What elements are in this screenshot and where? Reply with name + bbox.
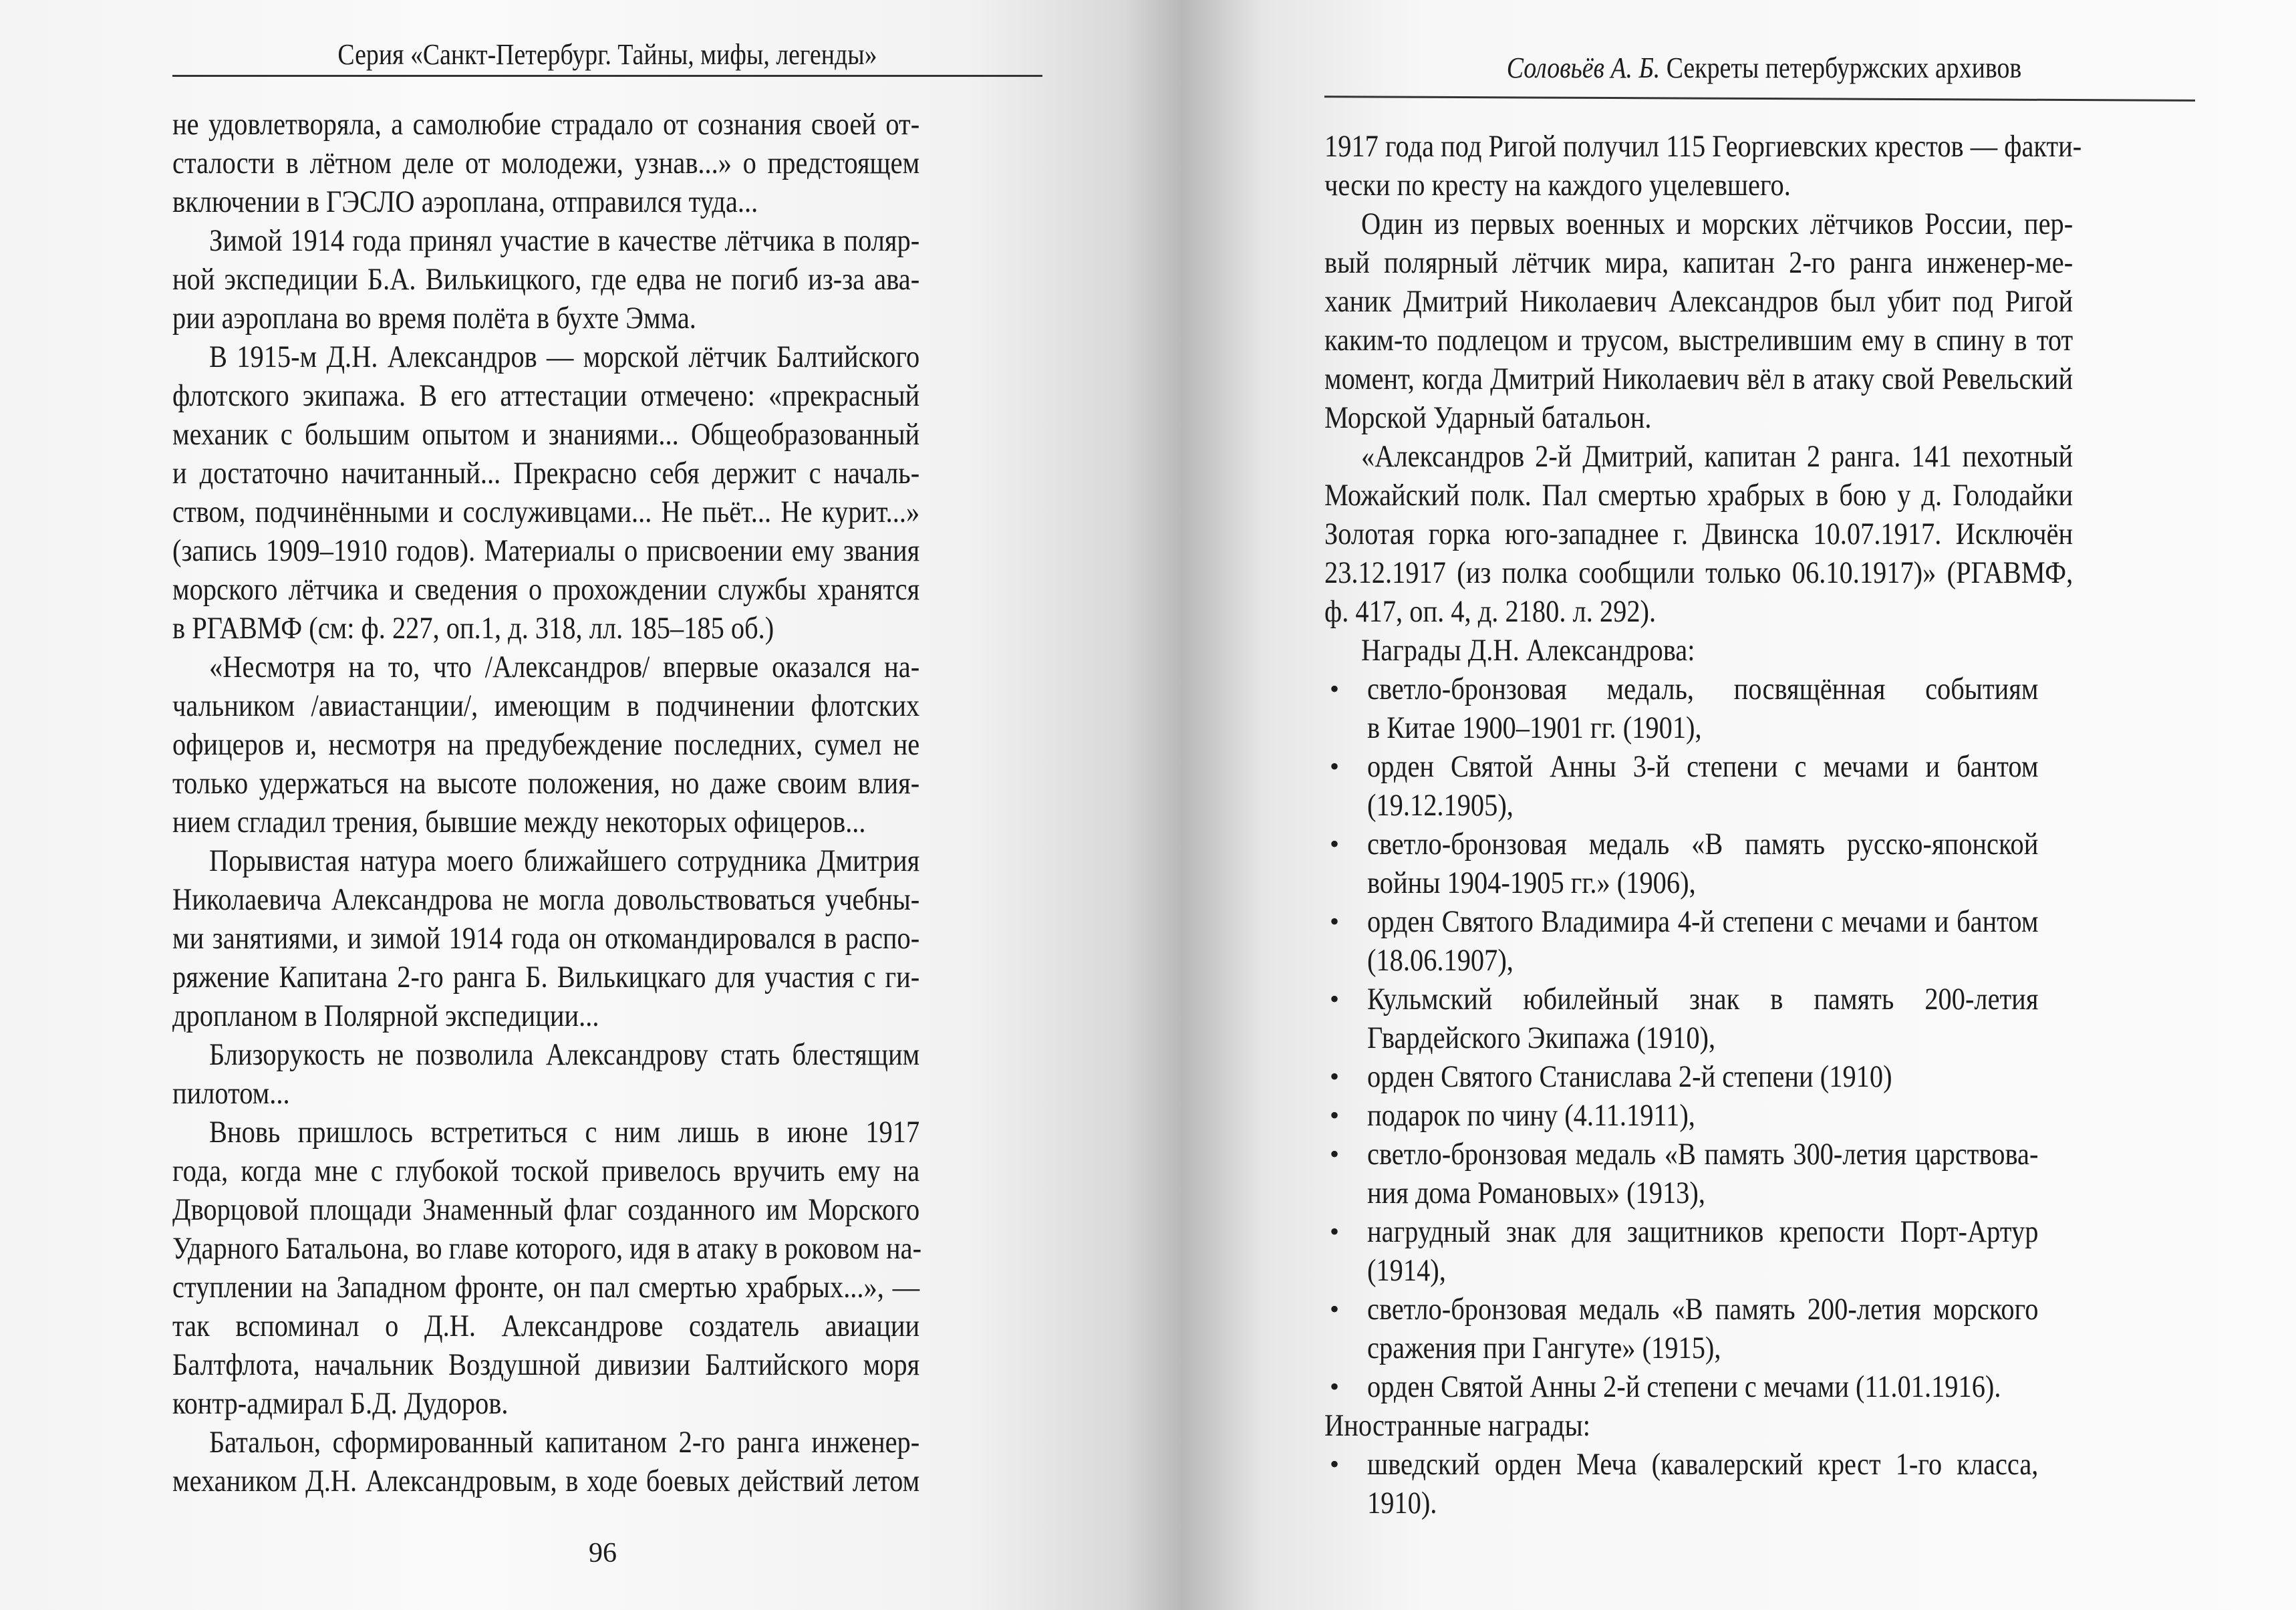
paragraph xyxy=(1324,205,2073,437)
text-line: (18.06.1907), xyxy=(1367,943,1514,978)
bullet-icon: • xyxy=(1330,751,1340,781)
text-line: рии аэроплана во время полёта в бухте Эмма. xyxy=(172,301,696,336)
paragraph xyxy=(172,105,919,221)
text-line: шведский орден Меча (кавалерский крест 1-го класса, xyxy=(1367,1447,2039,1482)
awards-list xyxy=(1324,670,2073,1406)
text-line: светло-бронзовая медаль «В память 200-летия морского xyxy=(1367,1292,2039,1327)
text-line: механик с большим опытом и знаниями... Общеобразованный xyxy=(172,417,920,452)
text-line: офицеров и, несмотря на предубеждение последних, сумел не xyxy=(172,727,920,762)
list-item xyxy=(1324,1445,2073,1522)
text-line: (запись 1909–1910 годов). Материалы о присвоении ему звания xyxy=(172,533,920,568)
bullet-icon: • xyxy=(1330,1294,1340,1324)
text-line: морского лётчика и сведения о прохождении службы хранятся xyxy=(172,572,920,607)
paragraph xyxy=(1324,127,2082,205)
text-line: чески по кресту на каждого уцелевшего. xyxy=(1324,168,1791,203)
text-line: Ударного Батальона, во главе которого, идя в атаку в роковом на- xyxy=(172,1231,922,1266)
text-line: светло-бронзовая медаль, посвящённая событиям xyxy=(1367,672,2039,706)
text-line: флотского экипажа. В его аттестации отмечено: «прекрасный xyxy=(172,378,920,413)
text-line: Близорукость не позволила Александрову стать блестящим xyxy=(209,1037,920,1072)
left-page xyxy=(0,0,1136,1610)
paragraph xyxy=(172,1035,919,1113)
header-author: Соловьёв А. Б. xyxy=(1506,51,1661,84)
text-line: войны 1904-1905 гг.» (1906), xyxy=(1367,865,1696,900)
text-line: так вспоминал о Д.Н. Александрове создатель авиации xyxy=(172,1309,920,1343)
text-line: ния дома Романовых» (1913), xyxy=(1367,1176,1705,1210)
text-line: вый полярный лётчик мира, капитан 2-го ранга инженер-ме- xyxy=(1324,245,2073,280)
text-line: года, когда мне с глубокой тоской привелось вручить ему на xyxy=(172,1154,920,1188)
paragraph xyxy=(172,841,919,1035)
text-line: ством, подчинёнными и сослуживцами... Не пьёт... Не курит...» xyxy=(172,495,920,529)
bullet-icon: • xyxy=(1330,1061,1340,1091)
right-text-column xyxy=(1324,127,2082,1522)
page-number: 96 xyxy=(589,1538,617,1569)
running-header-right xyxy=(1507,51,2021,85)
text-line: «Несмотря на то, что /Александров/ впервые оказался на- xyxy=(209,650,920,684)
text-line: механиком Д.Н. Александровым, в ходе боевых действий летом xyxy=(172,1464,920,1498)
awards-heading: Награды Д.Н. Александрова: xyxy=(1361,633,1695,668)
text-line: орден Святого Станислава 2-й степени (1910) xyxy=(1367,1059,1892,1094)
text-line: 1917 года под Ригой получил 115 Георгиевских крестов — факти- xyxy=(1324,129,2082,164)
list-item xyxy=(1324,825,2073,902)
text-line: пилотом... xyxy=(172,1076,290,1111)
paragraph xyxy=(1324,437,2073,631)
paragraph xyxy=(172,648,919,841)
text-line: 1910). xyxy=(1367,1486,1437,1520)
list-item xyxy=(1324,670,2073,747)
list-item xyxy=(1324,1096,2073,1135)
list-item xyxy=(1324,1057,2073,1096)
text-line: орден Святой Анны 2-й степени с мечами (11.01.1916). xyxy=(1367,1369,2001,1404)
text-line: Морской Ударный батальон. xyxy=(1324,400,1652,435)
foreign-awards-heading: Иностранные награды: xyxy=(1324,1408,1591,1443)
text-line: (19.12.1905), xyxy=(1367,788,1514,823)
text-line: Один из первых военных и морских лётчиков России, пер- xyxy=(1361,207,2073,241)
text-line: Гвардейского Экипажа (1910), xyxy=(1367,1021,1716,1055)
text-line: орден Святой Анны 3-й степени с мечами и бантом xyxy=(1367,749,2039,784)
text-line: Золотая горка юго-западнее г. Двинска 10.07.1917. Исключён xyxy=(1324,517,2073,551)
header-rule xyxy=(1324,96,2195,102)
text-line: Вновь пришлось встретиться с ним лишь в июне 1917 xyxy=(209,1115,920,1150)
list-item xyxy=(1324,1212,2073,1290)
text-line: ступлении на Западном фронте, он пал смертью храбрых...», — xyxy=(172,1270,920,1305)
text-line: включении в ГЭСЛО аэроплана, отправился туда... xyxy=(172,184,758,219)
left-text-column xyxy=(172,105,922,1500)
text-line: дропланом в Полярной экспедиции... xyxy=(172,998,599,1033)
list-item xyxy=(1324,1290,2073,1367)
header-title: Секреты петербуржских архивов xyxy=(1660,51,2022,84)
paragraph xyxy=(172,338,919,648)
text-line: Дворцовой площади Знаменный флаг созданного им Морского xyxy=(172,1192,920,1227)
text-line: контр-адмирал Б.Д. Дудоров. xyxy=(172,1386,509,1421)
list-item xyxy=(1324,980,2073,1057)
text-line: в Китае 1900–1901 гг. (1901), xyxy=(1367,710,1702,745)
text-line: сталости в лётном деле от молодежи, узнав...» о предстоящем xyxy=(172,146,920,180)
text-line: светло-бронзовая медаль «В память 300-летия царствова- xyxy=(1367,1137,2039,1172)
text-line: Зимой 1914 года принял участие в качестве лётчика в поляр- xyxy=(209,223,920,258)
paragraph xyxy=(172,1113,922,1423)
text-line: ряжение Капитана 2-го ранга Б. Вилькицкаго для участия с ги- xyxy=(172,960,920,994)
text-line: ф. 417, оп. 4, д. 2180. л. 292). xyxy=(1324,594,1657,629)
text-line: каким-то подлецом и трусом, выстрелившим ему в спину в тот xyxy=(1324,323,2073,358)
text-line: орден Святого Владимира 4-й степени с мечами и бантом xyxy=(1367,904,2039,939)
bullet-icon: • xyxy=(1330,906,1340,936)
text-line: Батальон, сформированный капитаном 2-го ранга инженер- xyxy=(209,1425,920,1460)
text-line: в РГАВМФ (см: ф. 227, оп.1, д. 318, лл. 185–185 об.) xyxy=(172,611,774,646)
text-line: чальником /авиастанции/, имеющим в подчинении флотских xyxy=(172,688,920,723)
text-line: сражения при Гангуте» (1915), xyxy=(1367,1331,1721,1365)
bullet-icon: • xyxy=(1330,829,1340,859)
paragraph xyxy=(172,221,919,338)
bullet-icon: • xyxy=(1330,1371,1340,1401)
list-item xyxy=(1324,1367,2073,1406)
text-line: Порывистая натура моего ближайшего сотрудника Дмитрия xyxy=(209,843,920,878)
text-line: ной экспедиции Б.А. Вилькицкого, где едва не погиб из-за ава- xyxy=(172,262,920,297)
text-line: ханик Дмитрий Николаевич Александров был убит под Ригой xyxy=(1324,284,2073,319)
bullet-icon: • xyxy=(1330,1100,1340,1130)
text-line: подарок по чину (4.11.1911), xyxy=(1367,1098,1695,1133)
bullet-icon: • xyxy=(1330,1139,1340,1169)
text-line: Кульмский юбилейный знак в память 200-летия xyxy=(1367,982,2039,1017)
text-line: «Александров 2-й Дмитрий, капитан 2 ранга. 141 пехотный xyxy=(1361,439,2073,474)
text-line: момент, когда Дмитрий Николаевич вёл в атаку свой Ревельский xyxy=(1324,362,2073,396)
text-line: 23.12.1917 (из полка сообщили только 06.10.1917)» (РГАВМФ, xyxy=(1324,555,2073,590)
text-line: нием сгладил трения, бывшие между некоторых офицеров... xyxy=(172,805,866,839)
bullet-icon: • xyxy=(1330,674,1340,704)
header-rule xyxy=(172,75,1042,77)
text-line: Можайский полк. Пал смертью храбрых в бою у д. Голодайки xyxy=(1324,478,2073,513)
text-line: Николаевича Александрова не могла довольствоваться учебны- xyxy=(172,882,920,917)
bullet-icon: • xyxy=(1330,1449,1340,1479)
list-item xyxy=(1324,902,2073,980)
text-line: ми занятиями, и зимой 1914 года он откомандировался в распо- xyxy=(172,921,920,956)
paragraph xyxy=(172,1423,919,1500)
text-line: светло-бронзовая медаль «В память русско-японской xyxy=(1367,827,2039,861)
right-page xyxy=(1163,0,2296,1610)
text-line: нагрудный знак для защитников крепости Порт-Артур xyxy=(1367,1214,2039,1249)
text-line: (1914), xyxy=(1367,1253,1446,1288)
foreign-awards-list xyxy=(1324,1445,2073,1522)
text-line: Балтфлота, начальник Воздушной дивизии Балтийского моря xyxy=(172,1347,920,1382)
text-line: В 1915-м Д.Н. Александров — морской лётчик Балтийского xyxy=(209,340,920,374)
list-item xyxy=(1324,1135,2073,1212)
text-line: не удовлетворяла, а самолюбие страдало от сознания своей от- xyxy=(172,107,920,142)
text-line: только удержаться на высоте положения, но даже своим влия- xyxy=(172,766,920,801)
list-item xyxy=(1324,747,2073,825)
bullet-icon: • xyxy=(1330,1216,1340,1246)
running-header-left: Серия «Санкт-Петербург. Тайны, мифы, легенды» xyxy=(337,38,877,71)
text-line: и достаточно начитанный... Прекрасно себя держит с началь- xyxy=(172,456,920,491)
bullet-icon: • xyxy=(1330,984,1340,1014)
